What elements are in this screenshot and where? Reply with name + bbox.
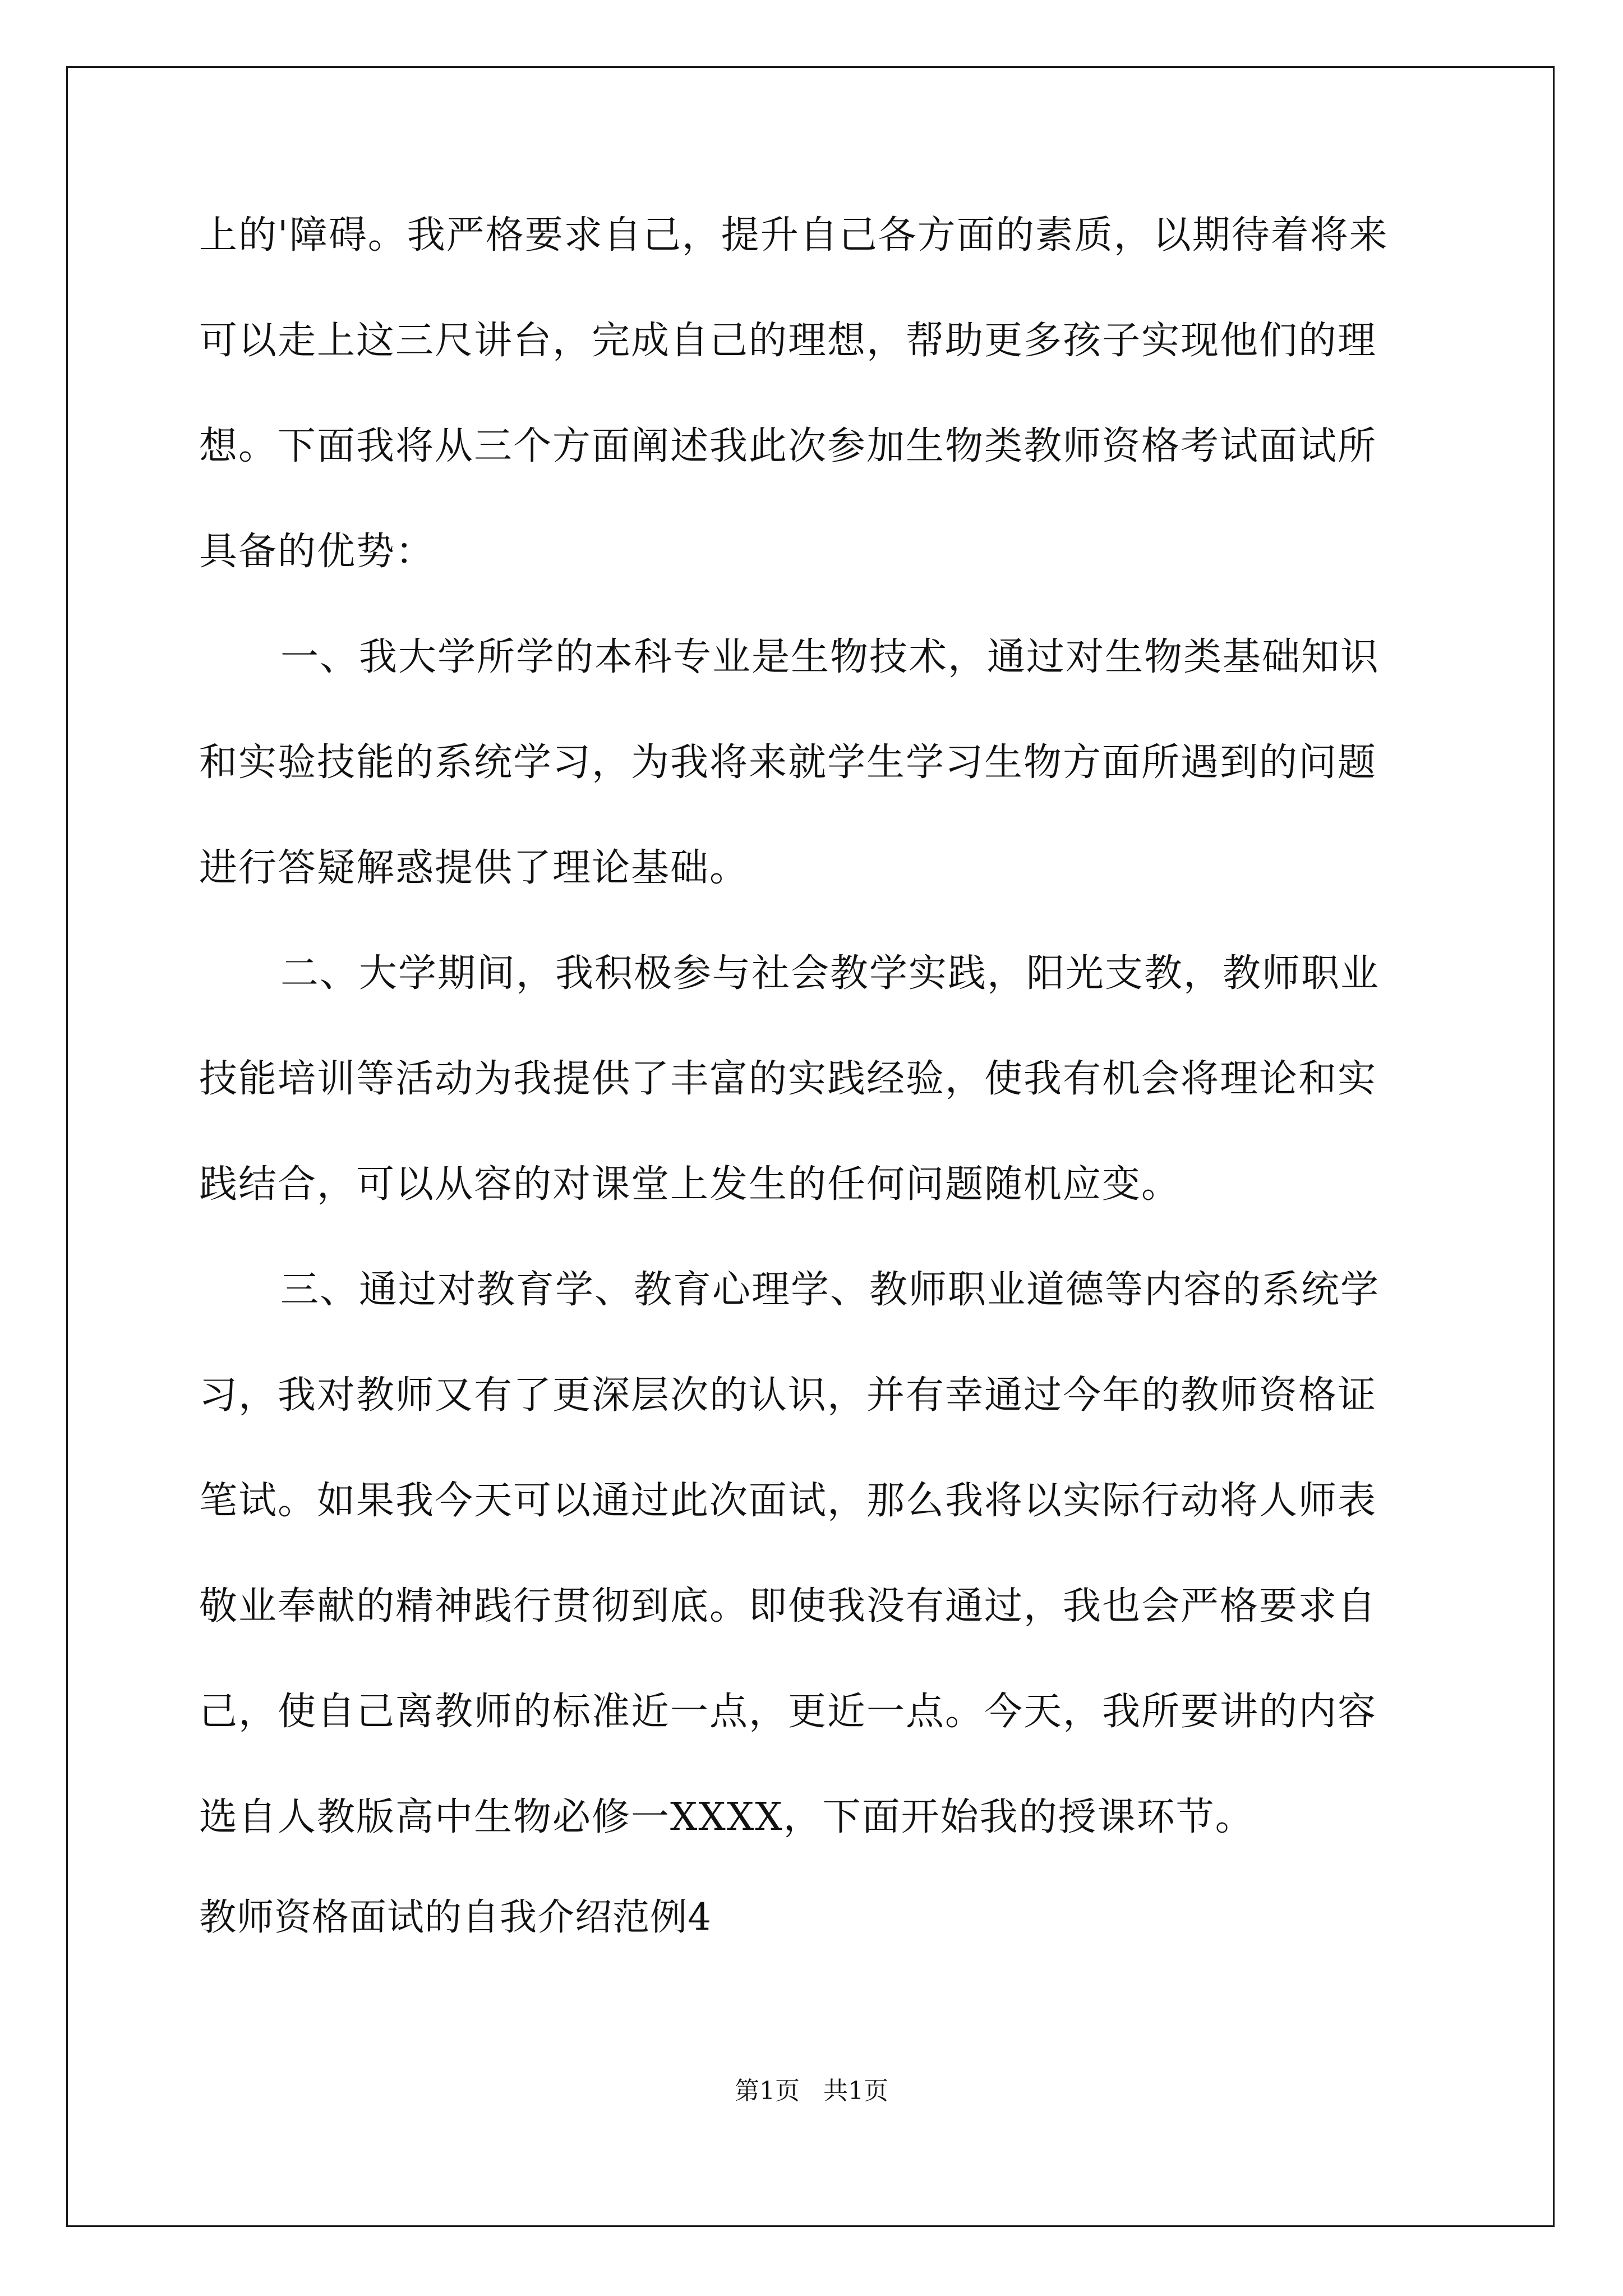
paragraph-line: 和实验技能的系统学习，为我将来就学生学习生物方面所遇到的问题 <box>199 740 1377 785</box>
paragraph-line: 选自人教版高中生物必修一XXXX，下面开始我的授课环节。 <box>199 1795 1255 1839</box>
paragraph-line: 二、大学期间，我积极参与社会教学实践，阳光支教，教师职业 <box>280 951 1380 996</box>
paragraph-line: 进行答疑解惑提供了理论基础。 <box>199 846 749 890</box>
paragraph-line: 可以走上这三尺讲台，完成自己的理想，帮助更多孩子实现他们的理 <box>199 319 1377 363</box>
page-footer: 第1页 共1页 <box>735 2077 888 2105</box>
paragraph-line: 习，我对教师又有了更深层次的认识，并有幸通过今年的教师资格证 <box>199 1373 1377 1418</box>
paragraph-line: 笔试。如果我今天可以通过此次面试，那么我将以实际行动将人师表 <box>199 1479 1377 1523</box>
paragraph-line: 具备的优势： <box>199 530 435 574</box>
paragraph-line: 技能培训等活动为我提供了丰富的实践经验，使我有机会将理论和实 <box>199 1057 1377 1101</box>
paragraph-line: 上的'障碍。我严格要求自己，提升自己各方面的素质，以期待着将来 <box>199 213 1389 257</box>
paragraph-line: 三、通过对教育学、教育心理学、教师职业道德等内容的系统学 <box>280 1268 1380 1312</box>
paragraph-line: 己，使自己离教师的标准近一点，更近一点。今天，我所要讲的内容 <box>199 1690 1377 1734</box>
paragraph-line: 一、我大学所学的本科专业是生物技术，通过对生物类基础知识 <box>280 635 1380 679</box>
paragraph-line: 想。下面我将从三个方面阐述我此次参加生物类教师资格考试面试所 <box>199 424 1377 468</box>
section-heading: 教师资格面试的自我介绍范例4 <box>199 1895 712 1939</box>
paragraph-line: 敬业奉献的精神践行贯彻到底。即使我没有通过，我也会严格要求自 <box>199 1584 1377 1628</box>
paragraph-line: 践结合，可以从容的对课堂上发生的任何问题随机应变。 <box>199 1162 1181 1207</box>
